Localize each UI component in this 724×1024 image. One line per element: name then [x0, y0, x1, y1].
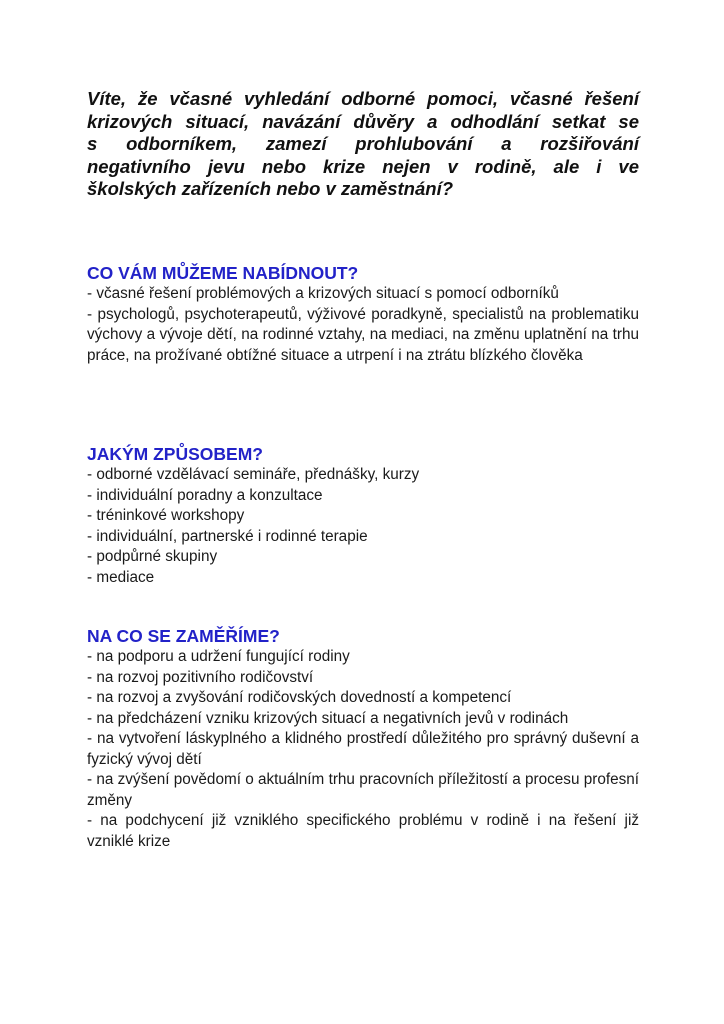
list-item: - na vytvoření láskyplného a klidného prostředí důležitého pro správný duševní a fyzický vývoj dětí	[87, 730, 639, 768]
section-heading: NA CO SE ZAMĚŘÍME?	[87, 626, 280, 646]
list-item: - na podporu a udržení fungující rodiny	[87, 648, 350, 665]
section-heading: JAKÝM ZPŮSOBEM?	[87, 444, 263, 464]
list-item: - tréninkové workshopy	[87, 507, 245, 524]
list-item: - psychologů, psychoterapeutů, výživové poradkyně, specialistů na problematiku výchovy a vývoje dětí, na rodinné vztahy, na mediaci, na změnu uplatnění na trhu práce, na prožívané obtížné situace a utrpení i na ztrátu blízkého člověka	[87, 305, 639, 364]
list-item: - podpůrné skupiny	[87, 548, 218, 565]
list-item: - na předcházení vzniku krizových situací a negativních jevů v rodinách	[87, 709, 569, 727]
section-method	[87, 443, 639, 588]
list-item: - individuální, partnerské i rodinné terapie	[87, 527, 368, 545]
list-item: - odborné vzdělávací semináře, přednášky, kurzy	[87, 466, 420, 483]
list-item: - na podchycení již vzniklého specifického problému v rodině i na řešení již vzniklé krize	[87, 812, 639, 850]
intro-line: krizových situací, navázání důvěry a odhodlání setkat se	[87, 110, 639, 132]
section-heading: CO VÁM MŮŽEME NABÍDNOUT?	[87, 263, 359, 283]
intro-line: školských zařízeních nebo v zaměstnání?	[87, 178, 454, 199]
intro-line: s odborníkem, zamezí prohlubování a rozšiřování	[87, 133, 639, 154]
section-list	[87, 647, 639, 852]
list-item: - na zvýšení povědomí o aktuálním trhu pracovních příležitostí a procesu profesní změny	[87, 771, 639, 809]
list-item: - včasné řešení problémových a krizových situací s pomocí odborníků	[87, 285, 559, 302]
section-list	[87, 284, 639, 366]
list-item: - mediace	[87, 568, 155, 586]
list-item: - na rozvoj pozitivního rodičovství	[87, 668, 314, 686]
list-item: - individuální poradny a konzultace	[87, 486, 323, 504]
intro-paragraph	[87, 88, 639, 201]
section-focus	[87, 625, 639, 852]
intro-line: negativního jevu nebo krize nejen v rodině, ale i ve	[87, 155, 639, 177]
intro-line: Víte, že včasné vyhledání odborné pomoci, včasné řešení	[87, 88, 639, 109]
document-page	[87, 88, 639, 850]
section-list	[87, 465, 639, 588]
list-item: - na rozvoj a zvyšování rodičovských dovedností a kompetencí	[87, 689, 512, 706]
section-offer	[87, 262, 639, 366]
